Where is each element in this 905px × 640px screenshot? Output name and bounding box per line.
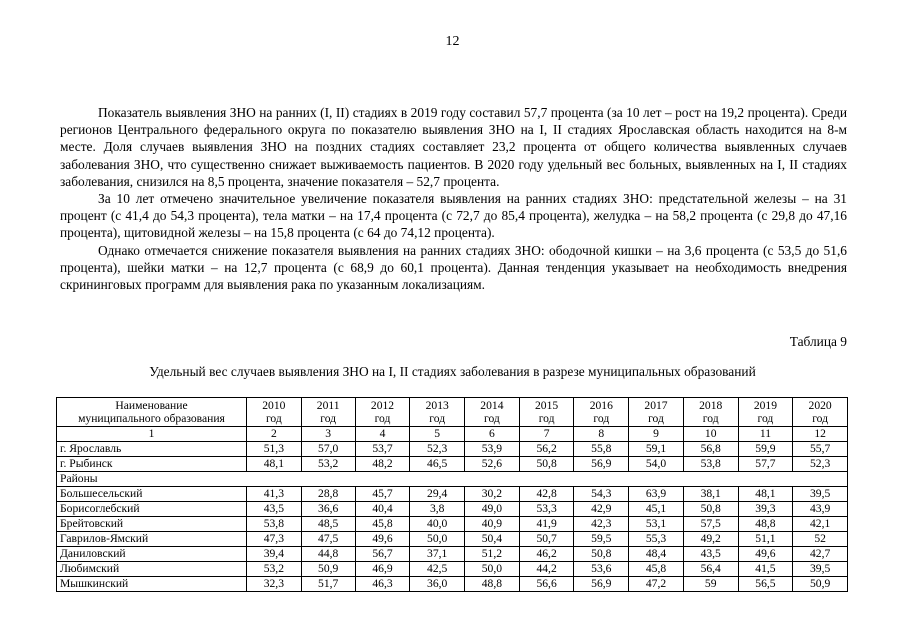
header-year-value: 2011	[316, 399, 340, 412]
header-year-suffix: год	[757, 412, 774, 425]
header-year-suffix: год	[538, 412, 555, 425]
value-cell: 48,1	[247, 457, 302, 472]
table-row	[57, 442, 848, 457]
value-cell: 46,5	[410, 457, 465, 472]
value-cell: 56,8	[683, 442, 738, 457]
value-cell: 56,2	[519, 442, 574, 457]
value-cell: 50,0	[410, 532, 465, 547]
value-cell: 55,7	[793, 442, 848, 457]
value-cell: 47,2	[629, 577, 684, 592]
value-cell: 55,8	[574, 442, 629, 457]
header-year	[793, 398, 848, 427]
header-name-line-2: муниципального образования	[78, 412, 225, 425]
table-caption: Удельный вес случаев выявления ЗНО на I, II стадиях заболевания в разрезе муниципальных образований	[149, 364, 756, 379]
value-cell: 42,5	[410, 562, 465, 577]
table-row	[57, 487, 848, 502]
value-cell: 54,3	[574, 487, 629, 502]
header-year-value: 2013	[425, 399, 449, 412]
value-cell: 57,7	[738, 457, 793, 472]
value-cell: 53,1	[629, 517, 684, 532]
value-cell: 45,8	[355, 517, 410, 532]
header-year-value: 2017	[644, 399, 668, 412]
municipality-name: Мышкинский	[57, 577, 247, 592]
value-cell: 47,5	[301, 532, 355, 547]
header-year	[519, 398, 574, 427]
value-cell: 39,3	[738, 502, 793, 517]
header-year-suffix: год	[593, 412, 610, 425]
value-cell: 59,1	[629, 442, 684, 457]
value-cell: 51,2	[465, 547, 520, 562]
value-cell: 50,9	[793, 577, 848, 592]
value-cell: 49,6	[355, 532, 410, 547]
header-year-value: 2019	[753, 399, 777, 412]
value-cell: 56,4	[683, 562, 738, 577]
table-label: Таблица 9	[789, 334, 847, 349]
paragraph-1: Показатель выявления ЗНО на ранних (I, II) стадиях в 2019 году составил 57,7 процента (за 10 лет – рост на 19,2 процента). Среди регионов Центрального федерального округа по показателю выявления ЗНО на I, II стадиях Ярославская область находится на 8-м месте. Доля случаев выявления ЗНО на поздних стадиях составляет 23,2 процента от общего количества выявленных случаев заболевания ЗНО, что существенно снижает выживаемость пациентов. В 2020 году удельный вес больных, выявленных на I, II стадиях заболевания, снизился на 8,5 процента, значение показателя – 52,7 процента.	[60, 105, 847, 189]
value-cell: 48,2	[355, 457, 410, 472]
value-cell: 54,0	[629, 457, 684, 472]
table-row	[57, 562, 848, 577]
value-cell: 52	[793, 532, 848, 547]
value-cell: 42,8	[519, 487, 574, 502]
table-row	[57, 532, 848, 547]
header-year	[247, 398, 302, 427]
value-cell: 40,4	[355, 502, 410, 517]
value-cell: 48,8	[738, 517, 793, 532]
index-cell: 1	[57, 427, 247, 442]
paragraph-3: Однако отмечается снижение показателя выявления на ранних стадиях ЗНО: ободочной кишки – на 3,6 процента (с 53,5 до 51,6 процента), шейки матки – на 12,7 процента (с 68,9 до 60,1 процента). Данная тенденция указывает на необходимость внедрения скрининговых программ для выявления рака по указанным локализациям.	[60, 242, 847, 293]
header-year-value: 2015	[535, 399, 559, 412]
header-year-value: 2014	[480, 399, 504, 412]
value-cell: 52,6	[465, 457, 520, 472]
header-year-suffix: год	[483, 412, 500, 425]
header-year-suffix: год	[429, 412, 446, 425]
value-cell: 56,9	[574, 457, 629, 472]
value-cell: 36,6	[301, 502, 355, 517]
municipality-name: Большесельский	[57, 487, 247, 502]
header-year-suffix: год	[265, 412, 282, 425]
table-section-row	[57, 472, 848, 487]
table-row	[57, 502, 848, 517]
value-cell: 40,9	[465, 517, 520, 532]
value-cell: 48,4	[629, 547, 684, 562]
index-cell: 9	[629, 427, 684, 442]
value-cell: 32,3	[247, 577, 302, 592]
header-year-value: 2016	[589, 399, 613, 412]
municipality-name: Гаврилов-Ямский	[57, 532, 247, 547]
value-cell: 48,5	[301, 517, 355, 532]
value-cell: 50,8	[519, 457, 574, 472]
index-cell: 7	[519, 427, 574, 442]
value-cell: 41,9	[519, 517, 574, 532]
index-cell: 8	[574, 427, 629, 442]
table-body	[57, 442, 848, 592]
header-year-value: 2010	[262, 399, 286, 412]
value-cell: 51,3	[247, 442, 302, 457]
value-cell: 41,5	[738, 562, 793, 577]
value-cell: 59,9	[738, 442, 793, 457]
value-cell: 50,4	[465, 532, 520, 547]
header-year	[355, 398, 410, 427]
value-cell: 42,3	[574, 517, 629, 532]
value-cell: 53,8	[247, 517, 302, 532]
page-number: 12	[445, 34, 460, 49]
header-year	[465, 398, 520, 427]
value-cell: 53,8	[683, 457, 738, 472]
header-name-line-1: Наименование	[115, 399, 188, 412]
header-year-suffix: год	[648, 412, 664, 425]
value-cell: 30,2	[465, 487, 520, 502]
value-cell: 56,6	[519, 577, 574, 592]
value-cell: 41,3	[247, 487, 302, 502]
value-cell: 45,7	[355, 487, 410, 502]
stats-table	[56, 397, 848, 592]
value-cell: 29,4	[410, 487, 465, 502]
value-cell: 48,1	[738, 487, 793, 502]
table-row	[57, 547, 848, 562]
value-cell: 63,9	[629, 487, 684, 502]
header-year	[301, 398, 355, 427]
municipality-name: Брейтовский	[57, 517, 247, 532]
value-cell: 59	[683, 577, 738, 592]
value-cell: 3,8	[410, 502, 465, 517]
value-cell: 45,8	[629, 562, 684, 577]
table-header-row	[57, 398, 848, 427]
value-cell: 53,2	[301, 457, 355, 472]
value-cell: 46,3	[355, 577, 410, 592]
value-cell: 49,6	[738, 547, 793, 562]
index-cell: 3	[301, 427, 355, 442]
header-year-value: 2012	[370, 399, 395, 412]
index-cell: 4	[355, 427, 410, 442]
value-cell: 48,8	[465, 577, 520, 592]
header-year	[738, 398, 793, 427]
value-cell: 49,2	[683, 532, 738, 547]
section-label: Районы	[57, 472, 848, 487]
value-cell: 45,1	[629, 502, 684, 517]
header-year-suffix: год	[374, 412, 391, 425]
value-cell: 51,1	[738, 532, 793, 547]
value-cell: 46,9	[355, 562, 410, 577]
municipality-name: г. Рыбинск	[57, 457, 247, 472]
header-year-suffix: год	[320, 412, 337, 425]
value-cell: 37,1	[410, 547, 465, 562]
table-row	[57, 577, 848, 592]
header-year-suffix: год	[812, 412, 829, 425]
value-cell: 57,5	[683, 517, 738, 532]
value-cell: 42,9	[574, 502, 629, 517]
value-cell: 39,4	[247, 547, 302, 562]
value-cell: 55,3	[629, 532, 684, 547]
value-cell: 42,7	[793, 547, 848, 562]
value-cell: 39,5	[793, 562, 848, 577]
paragraph-2: За 10 лет отмечено значительное увеличение показателя выявления на ранних стадиях ЗНО: предстательной железы – на 31 процент (с 41,4 до 54,3 процента), тела матки – на 17,4 процента (с 72,7 до 85,4 процента), желудка – на 58,2 процента (с 29,8 до 47,16 процента), щитовидной железы – на 15,8 процента (с 64 до 74,12 процента).	[60, 191, 847, 241]
value-cell: 28,8	[301, 487, 355, 502]
value-cell: 40,0	[410, 517, 465, 532]
value-cell: 53,9	[465, 442, 520, 457]
value-cell: 56,9	[574, 577, 629, 592]
value-cell: 39,5	[793, 487, 848, 502]
value-cell: 43,9	[793, 502, 848, 517]
value-cell: 44,2	[519, 562, 574, 577]
header-year-suffix: год	[702, 412, 719, 425]
value-cell: 51,7	[301, 577, 355, 592]
value-cell: 56,5	[738, 577, 793, 592]
value-cell: 53,7	[355, 442, 410, 457]
value-cell: 44,8	[301, 547, 355, 562]
header-name	[57, 398, 247, 427]
value-cell: 50,0	[465, 562, 520, 577]
index-cell: 2	[247, 427, 302, 442]
value-cell: 46,2	[519, 547, 574, 562]
value-cell: 50,7	[519, 532, 574, 547]
body-text	[60, 104, 847, 293]
header-year	[574, 398, 629, 427]
index-cell: 5	[410, 427, 465, 442]
value-cell: 53,2	[247, 562, 302, 577]
value-cell: 38,1	[683, 487, 738, 502]
value-cell: 59,5	[574, 532, 629, 547]
value-cell: 56,7	[355, 547, 410, 562]
index-cell: 10	[683, 427, 738, 442]
table-index-row	[57, 427, 848, 442]
value-cell: 50,8	[683, 502, 738, 517]
value-cell: 43,5	[683, 547, 738, 562]
value-cell: 42,1	[793, 517, 848, 532]
value-cell: 36,0	[410, 577, 465, 592]
value-cell: 43,5	[247, 502, 302, 517]
value-cell: 49,0	[465, 502, 520, 517]
value-cell: 52,3	[793, 457, 848, 472]
municipality-name: Любимский	[57, 562, 247, 577]
header-year	[629, 398, 684, 427]
value-cell: 47,3	[247, 532, 302, 547]
value-cell: 50,9	[301, 562, 355, 577]
value-cell: 50,8	[574, 547, 629, 562]
municipality-name: Даниловский	[57, 547, 247, 562]
value-cell: 52,3	[410, 442, 465, 457]
table-row	[57, 457, 848, 472]
value-cell: 57,0	[301, 442, 355, 457]
table-row	[57, 517, 848, 532]
municipality-name: Борисоглебский	[57, 502, 247, 517]
index-cell: 11	[738, 427, 793, 442]
header-year	[683, 398, 738, 427]
header-year-value: 2020	[808, 399, 832, 412]
municipality-name: г. Ярославль	[57, 442, 247, 457]
index-cell: 12	[793, 427, 848, 442]
index-cell: 6	[465, 427, 520, 442]
value-cell: 53,6	[574, 562, 629, 577]
header-year	[410, 398, 465, 427]
header-year-value: 2018	[699, 399, 723, 412]
value-cell: 53,3	[519, 502, 574, 517]
